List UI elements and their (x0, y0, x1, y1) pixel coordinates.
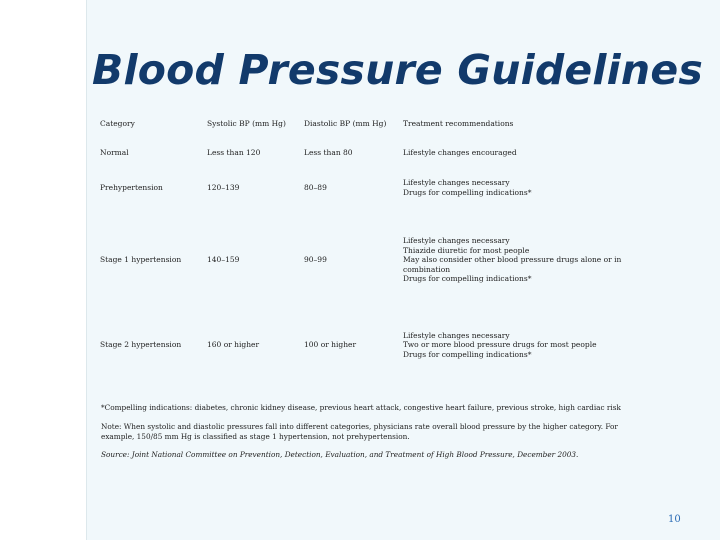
row-treatment (399, 168, 616, 208)
header-treatment: Treatment recommendations (403, 119, 514, 129)
page-number: 10 (668, 514, 681, 525)
table-header-row (96, 110, 616, 138)
treatment-line: combination (403, 264, 451, 274)
row-category: Normal (100, 148, 129, 158)
source-citation: Source: Joint National Committee on Prevention, Detection, Evaluation, and Treatment of High Blood Pressure, December 2003. (101, 450, 579, 459)
page-title: Blood Pressure Guidelines (92, 46, 703, 94)
row-systolic: 140–159 (207, 255, 240, 265)
treatment-line: Lifestyle changes necessary (403, 330, 510, 340)
row-treatment (399, 312, 616, 378)
row-diastolic: 100 or higher (304, 340, 357, 350)
treatment-line: Thiazide diuretic for most people (403, 245, 530, 255)
header-systolic: Systolic BP (mm Hg) (207, 119, 286, 129)
treatment-line: Lifestyle changes necessary (403, 178, 510, 188)
table-row (96, 138, 616, 168)
row-systolic: Less than 120 (207, 148, 261, 158)
treatment-line: Drugs for compelling indications* (403, 274, 532, 284)
row-systolic: 160 or higher (207, 340, 260, 350)
treatment-line: Lifestyle changes encouraged (403, 148, 517, 158)
header-diastolic: Diastolic BP (mm Hg) (304, 119, 387, 129)
compelling-indications-footnote: *Compelling indications: diabetes, chronic kidney disease, previous heart attack, congestive heart failure, previous stroke, high cardiac risk (101, 403, 621, 412)
treatment-line: Lifestyle changes necessary (403, 236, 510, 246)
classification-note: Note: When systolic and diastolic pressures fall into different categories, physicians rate overall blood pressure by the higher category. For example, 150/85 mm Hg is classified as stage 1 hypertension, not prehypertension. (101, 422, 618, 441)
table-row (96, 208, 616, 312)
table-row (96, 312, 616, 378)
treatment-line: Drugs for compelling indications* (403, 188, 532, 197)
bp-guidelines-table (96, 110, 622, 378)
row-systolic: 120–139 (207, 183, 240, 193)
header-category: Category (100, 119, 135, 129)
row-category: Prehypertension (100, 183, 163, 193)
treatment-line: Drugs for compelling indications* (403, 349, 532, 359)
row-diastolic: Less than 80 (304, 148, 353, 158)
row-diastolic: 90–99 (304, 255, 327, 265)
row-diastolic: 80–89 (304, 183, 327, 193)
row-treatment (399, 208, 622, 312)
treatment-line: May also consider other blood pressure drugs alone or in (403, 255, 622, 265)
row-category: Stage 2 hypertension (100, 340, 182, 350)
treatment-line: Two or more blood pressure drugs for most people (403, 340, 597, 350)
table-row (96, 168, 616, 208)
row-treatment (399, 138, 616, 168)
row-category: Stage 1 hypertension (100, 255, 182, 265)
